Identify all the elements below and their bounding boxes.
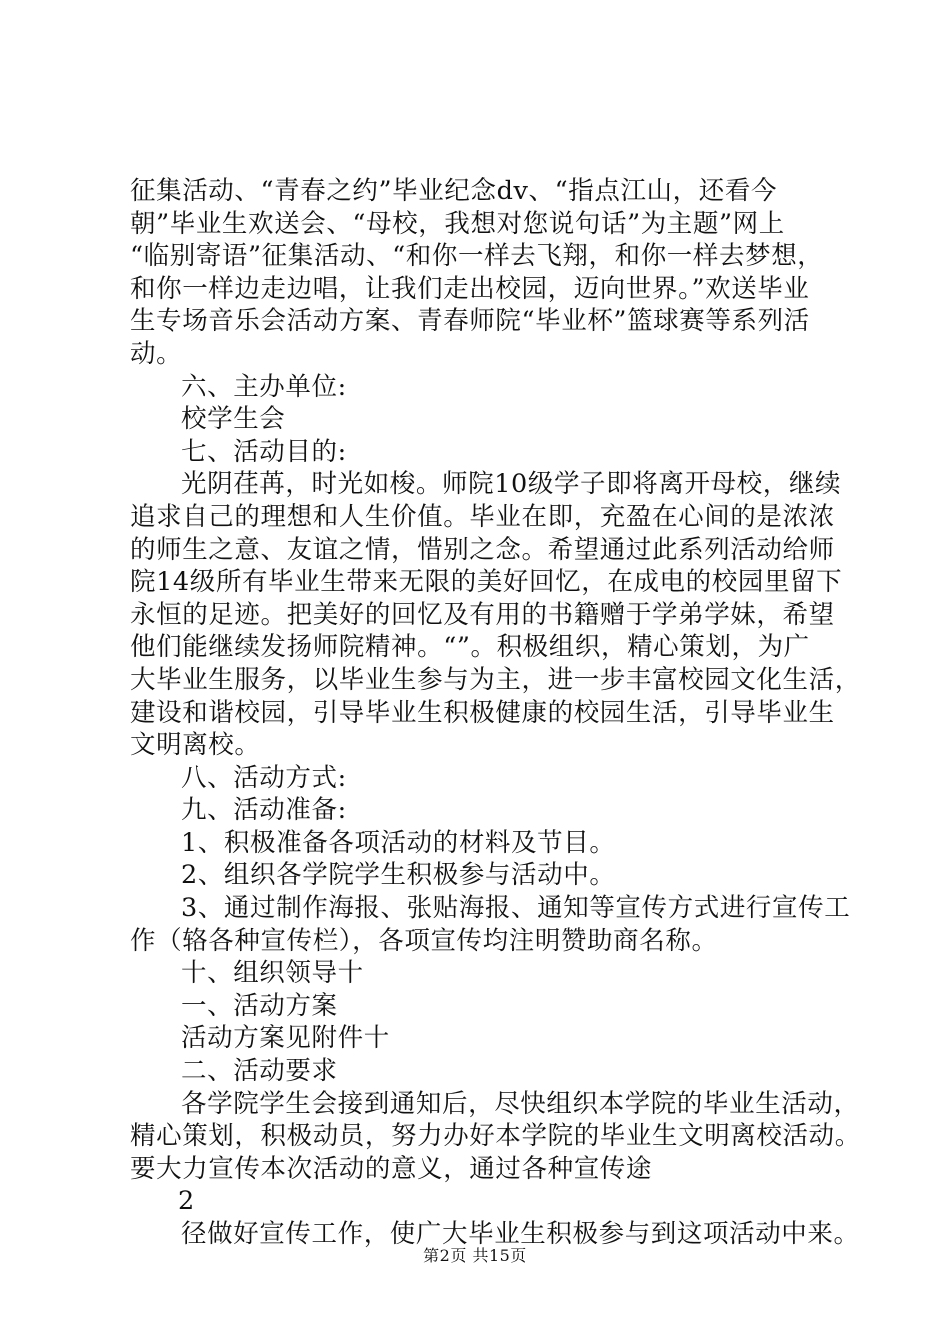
section-heading: 一、活动方案 bbox=[181, 990, 338, 1021]
list-item: 2、组织各学院学生积极参与活动中。 bbox=[181, 860, 616, 891]
inline-page-number: 2 bbox=[178, 1186, 195, 1217]
text-line: 作（辂各种宣传栏），各项宣传均注明赞助商名称。 bbox=[130, 925, 718, 956]
text-line: 院14级所有毕业生带来无限的美好回忆，在成电的校园里留下 bbox=[130, 567, 843, 598]
text-line: 径做好宣传工作，使广大毕业生积极参与到这项活动中来。 bbox=[181, 1219, 860, 1249]
section-heading: 七、活动目的: bbox=[181, 436, 347, 467]
text-line: 大毕业生服务，以毕业生参与为主，进一步丰富校园文化生活， bbox=[130, 664, 861, 695]
page-footer bbox=[0, 1243, 950, 1266]
document-body bbox=[130, 175, 861, 1251]
section-heading: 十、组织领导十 bbox=[181, 958, 364, 989]
text-line: 各学院学生会接到通知后，尽快组织本学院的毕业生活动， bbox=[181, 1088, 860, 1119]
page-indicator: 第2页 共15页 bbox=[423, 1246, 527, 1265]
text-line: 活动方案见附件十 bbox=[181, 1023, 390, 1054]
text-line: 朝”毕业生欢送会、“母校，我想对您说句话”为主题”网上 bbox=[130, 208, 785, 239]
text-line: 建设和谐校园，引导毕业生积极健康的校园生活，引导毕业生 bbox=[130, 697, 835, 728]
section-heading: 二、活动要求 bbox=[181, 1056, 338, 1087]
text-line: 生专场音乐会活动方案、青春师院“毕业杯”篮球赛等系列活 bbox=[130, 306, 810, 337]
text-line: 光阴荏苒，时光如梭。师院10级学子即将离开母校，继续 bbox=[181, 469, 842, 500]
text-line: 校学生会 bbox=[181, 404, 286, 435]
text-line: 要大力宣传本次活动的意义，通过各种宣传途 bbox=[130, 1153, 653, 1184]
text-line: 动。 bbox=[130, 338, 183, 369]
text-line: 文明离校。 bbox=[130, 730, 261, 761]
section-heading: 六、主办单位: bbox=[181, 371, 347, 402]
section-heading: 九、活动准备: bbox=[181, 795, 347, 826]
text-line: 追求自己的理想和人生价值。毕业在即，充盈在心间的是浓浓 bbox=[130, 501, 835, 532]
text-line: 永恒的足迹。把美好的回忆及有用的书籍赠于学弟学妹，希望 bbox=[130, 599, 835, 630]
text-line: 和你一样边走边唱，让我们走出校园，迈向世界。”欢送毕业 bbox=[130, 273, 810, 304]
text-line: “临别寄语”征集活动、“和你一样去飞翔，和你一样去梦想， bbox=[130, 241, 824, 272]
list-item: 3、通过制作海报、张贴海报、通知等宣传方式进行宣传工 bbox=[181, 893, 851, 924]
list-item: 1、积极准备各项活动的材料及节目。 bbox=[181, 827, 616, 858]
text-line: 精心策划，积极动员，努力办好本学院的毕业生文明离校活动。 bbox=[130, 1121, 861, 1152]
text-line: 征集活动、“青春之约”毕业纪念dv、“指点江山，还看今 bbox=[130, 176, 778, 206]
section-heading: 八、活动方式: bbox=[181, 762, 347, 793]
text-line: 他们能继续发扬师院精神。“”。积极组织，精心策划，为广 bbox=[130, 632, 810, 663]
text-line: 的师生之意、友谊之情，惜别之念。希望通过此系列活动给师 bbox=[130, 534, 835, 565]
